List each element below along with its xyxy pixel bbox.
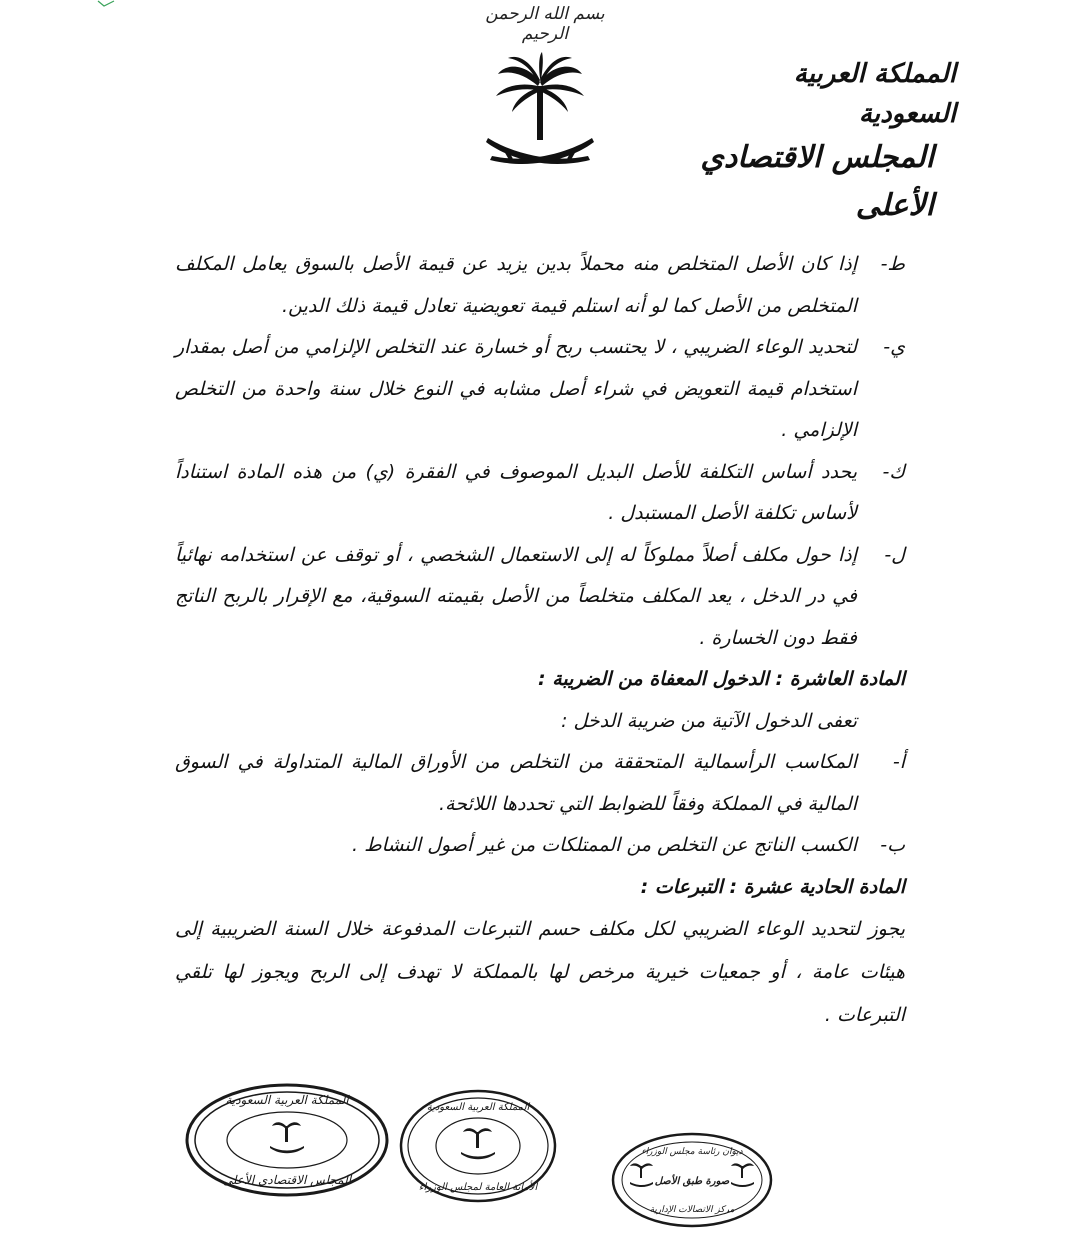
- clause-text: يحدد أساس التكلفة للأصل البديل الموصوف في الفقرة (ي) من هذه المادة استناداً لأساس تكلفة الأصل المستبدل .: [175, 460, 857, 524]
- seal-top-text: المملكة العربية السعودية: [225, 1093, 349, 1107]
- article-10-intro: تعفى الدخول الآتية من ضريبة الدخل :: [561, 709, 857, 732]
- clause-marker: ب-: [880, 834, 905, 856]
- document-body: [175, 244, 905, 1037]
- article-11-heading: المادة الحادية عشرة : التبرعات :: [640, 875, 905, 898]
- clause-marker: ل-: [884, 543, 905, 566]
- clause-text: المكاسب الرأسمالية المتحققة من التخلص من الأوراق المالية المتداولة في السوق المالية في المملكة وفقاً للضوابط التي تحددها اللائحة.: [175, 751, 857, 815]
- clause-text: إذا حول مكلف أصلاً مملوكاً له إلى الاستعمال الشخصي ، أو توقف عن استخدامه نهائياً في در الدخل ، يعد المكلف متخلصاً من الأصل بقيمته السوقية، مع الإقرار بالربح الناتج فقط دون الخسارة .: [175, 543, 857, 649]
- saudi-emblem-icon: [480, 52, 600, 170]
- letterhead-country: المملكة العربية السعودية: [793, 59, 956, 129]
- letterhead: [696, 54, 956, 230]
- seal-bottom-text: الأمانة العامة لمجلس الوزراء: [418, 1182, 538, 1193]
- clause-marker: ي-: [883, 336, 905, 358]
- clause-marker: ط-: [880, 253, 905, 275]
- seal-top-text: المملكة العربية السعودية: [426, 1102, 530, 1113]
- clause-ya: [175, 327, 905, 452]
- seal-true-copy: [610, 1130, 775, 1230]
- basmala: بسم الله الرحمن الرحيم: [485, 4, 605, 44]
- seal-middle-text: صورة طبق الأصل: [654, 1176, 730, 1187]
- seal-bottom-text: المجلس الاقتصادي الأعلى: [222, 1173, 352, 1187]
- clause-text: الكسب الناتج عن التخلص من الممتلكات من غير أصول النشاط .: [352, 834, 857, 856]
- article-10-item-alif: [175, 742, 905, 825]
- article-10-heading: المادة العاشرة : الدخول المعفاة من الضريبة :: [538, 668, 905, 690]
- clause-text: إذا كان الأصل المتخلص منه محملاً بدين يزيد عن قيمة الأصل بالسوق يعامل المكلف المتخلص من الأصل كما لو أنه استلم قيمة تعويضية تعادل قيمة ذلك الدين.: [175, 253, 857, 317]
- clause-marker: ك-: [882, 460, 905, 483]
- clause-kaf: [175, 452, 905, 535]
- seal-cabinet-secretariat: [398, 1088, 558, 1204]
- clause-lam: [175, 535, 905, 660]
- seal-top-text: ديوان رئاسة مجلس الوزراء: [641, 1147, 743, 1157]
- clause-text: لتحديد الوعاء الضريبي ، لا يحتسب ربح أو خسارة عند التخلص الإلزامي من أصل بمقدار استخدام قيمة التعويض في شراء أصل مشابه في النوع خلال سنة واحدة من التخلص الإلزامي .: [175, 336, 857, 441]
- clause-marker: أ-: [892, 751, 905, 773]
- letterhead-council: المجلس الاقتصادي الأعلى: [700, 140, 934, 223]
- article-10-item-ba: [175, 825, 905, 867]
- corner-check-mark: [96, 0, 116, 8]
- article-11-text: يجوز لتحديد الوعاء الضريبي لكل مكلف حسم التبرعات المدفوعة خلال السنة الضريبية إلى هيئات عامة ، أو جمعيات خيرية مرخص لها بالمملكة لا تهدف إلى الربح ويجوز لها تلقي التبرعات .: [175, 918, 905, 1026]
- seal-economic-council: [184, 1082, 390, 1198]
- seal-bottom-text: مركز الاتصالات الإدارية: [649, 1205, 735, 1215]
- clause-ta: [175, 244, 905, 327]
